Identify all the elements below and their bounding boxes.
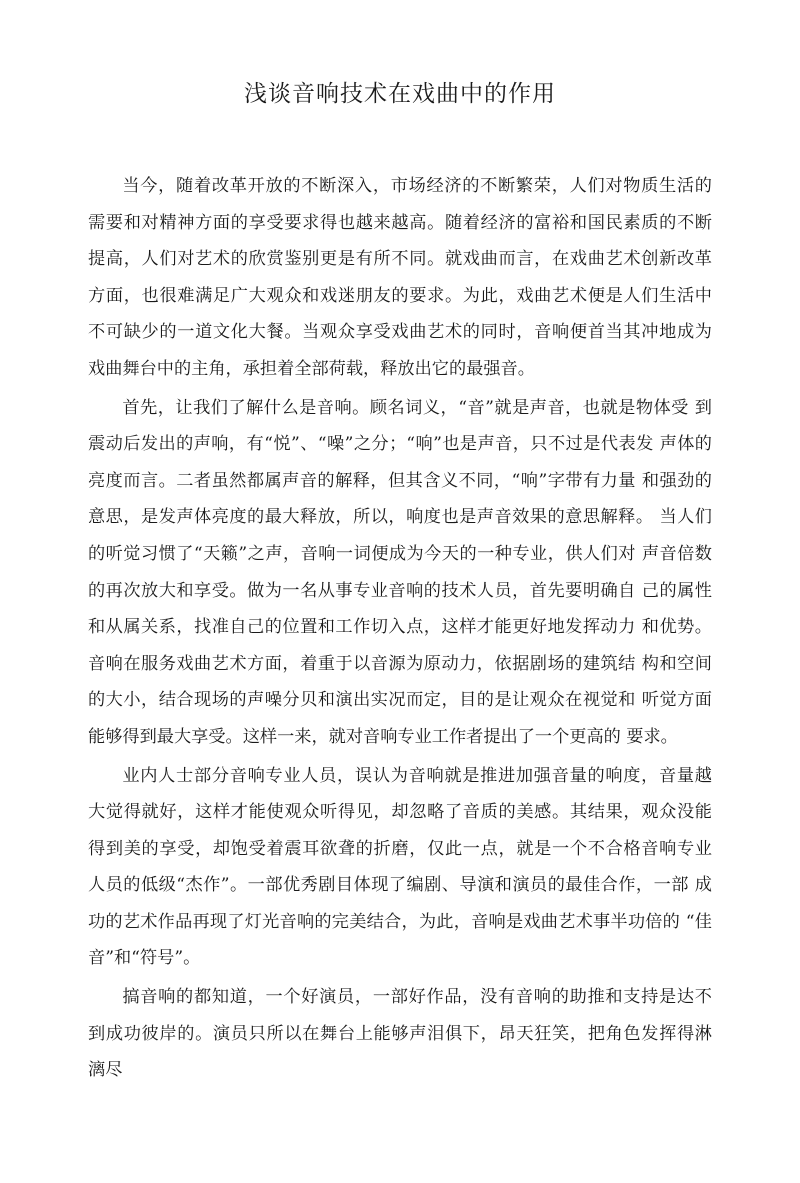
paragraph: 搞音响的都知道，一个好演员，一部好作品，没有音响的助推和支持是达不 到成功彼岸的。演员只所以在舞台上能够声泪俱下，昂天狂笑，把角色发挥得淋 漓尽: [88, 987, 712, 1081]
paragraph: 首先，让我们了解什么是音响。顾名词义，“音”就是声音，也就是物体受 到震动后发出的声响，有“悦”、“噪”之分；“响”也是声音，只不过是代表发 声体的亮度而言。二者虽然都属声音的解释，但其含义不同，“响”字带有力量 和强劲的意思，是发声体亮度的最大释放，所以，响度也是声音效果的意思解释。 当人们的听觉习惯了“天籁”之声，音响一词便成为今天的一种专业，供人们对 声音倍数的再次放大和享受。做为一名从事专业音响的技术人员，首先要明确自 己的属性和从属关系，找准自己的位置和工作切入点，这样才能更好地发挥动力 和优势。音响在服务戏曲艺术方面，着重于以音源为原动力，依据剧场的建筑结 构和空间的大小，结合现场的声噪分贝和演出实况而定，目的是让观众在视觉和 听觉方面能够得到最大享受。这样一来，就对音响专业工作者提出了一个更高的 要求。: [88, 397, 712, 747]
paragraph: 当今，随着改革开放的不断深入，市场经济的不断繁荣，人们对物质生活的 需要和对精神方面的享受要求得也越来越高。随着经济的富裕和国民素质的不断 提高，人们对艺术的欣赏鉴别更是有所不同。就戏曲而言，在戏曲艺术创新改革 方面，也很难满足广大观众和戏迷朋友的要求。为此，戏曲艺术便是人们生活中 不可缺少的一道文化大餐。当观众享受戏曲艺术的同时，音响便首当其冲地成为 戏曲舞台中的主角，承担着全部荷载，释放出它的最强音。: [88, 176, 712, 379]
paragraph: 业内人士部分音响专业人员，误认为音响就是推进加强音量的响度，音量越 大觉得就好，这样才能使观众听得见，却忽略了音质的美感。其结果，观众没能 得到美的享受，却饱受着震耳欲聋的折磨，仅此一点，就是一个不合格音响专业 人员的低级“杰作”。一部优秀剧目体现了编剧、导演和演员的最佳合作，一部 成功的艺术作品再现了灯光音响的完美结合，为此，音响是戏曲艺术事半功倍的 “佳音”和“符号”。: [88, 765, 712, 969]
document-body: [88, 168, 712, 1089]
document-title: 浅谈音响技术在戏曲中的作用: [244, 81, 556, 107]
